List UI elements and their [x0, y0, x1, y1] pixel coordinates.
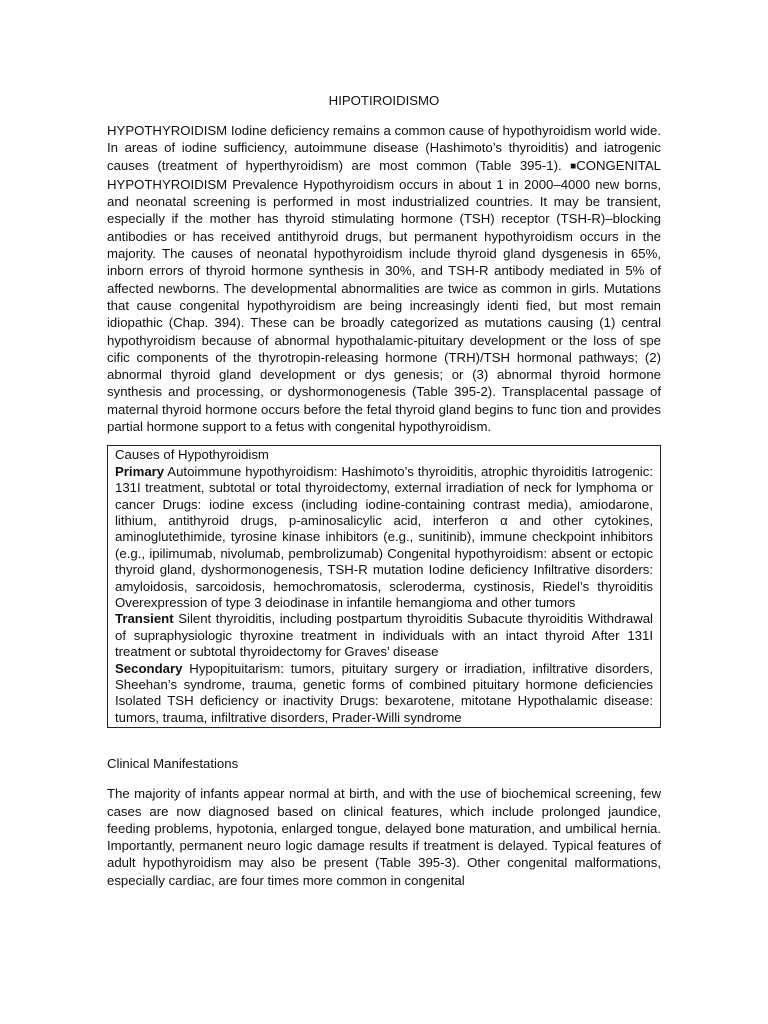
primary-text: Autoimmune hypothyroidism: Hashimoto’s thyroiditis, atrophic thyroiditis Iatrogenic: 131I treatment, subtotal or total thyroidectomy, external irradiation of neck for lymphoma or cancer Drugs: iodine excess (including iodine-containing contrast media), amiodarone, lithium, antithyroid drugs, p-aminosalicylic acid, interferon α and other cytokines, aminoglutethimide, tyrosine kinase inhibitors (e.g., sunitinib), immune checkpoint inhibitors (e.g., ipilimumab, nivolumab, pembrolizumab) Congenital hypothyroidism: absent or ectopic thyroid gland, dyshormonogenesis, TSH-R mutation Iodine deficiency Infiltrative disorders: amyloidosis, sarcoidosis, hemochromatosis, scleroderma, cystinosis, Riedel’s thyroiditis Overexpression of type 3 deiodinase in infantile hemangioma and other tumors — [115, 463, 653, 610]
primary-label: Primary — [115, 463, 165, 479]
transient-label: Transient — [115, 611, 174, 627]
intro-text-part1: HYPOTHYROIDISM Iodine deficiency remains a common cause of hypothyroidism world wide. In areas of iodine sufficiency, autoimmune disease (Hashimoto’s thyroiditis) and iatrogenic causes (treatment of hyperthyroidism) are most common (Table 395-1). — [107, 123, 661, 173]
clinical-manifestations-paragraph: The majority of infants appear normal at birth, and with the use of biochemical screening, few cases are now diagnosed based on clinical features, which include prolonged jaundice, feeding problems, hypotonia, enlarged tongue, delayed bone maturation, and umbilical hernia. Importantly, permanent neuro logic damage results if treatment is delayed. Typical features of adult hypothyroidism may also be present (Table 395-3). Other congenital malformations, especially cardiac, are four times more common in congenital — [107, 786, 661, 888]
causes-secondary-row — [115, 661, 653, 727]
causes-of-hypothyroidism-table — [107, 445, 661, 728]
secondary-text: Hypopituitarism: tumors, pituitary surgery or irradiation, infiltrative disorders, Sheehan’s syndrome, trauma, genetic forms of combined pituitary hormone deficiencies Isolated TSH deficiency or inactivity Drugs: bexarotene, mitotane Hypothalamic disease: tumors, trauma, infiltrative disorders, Prader-Willi syndrome — [115, 660, 653, 725]
intro-paragraph — [107, 122, 661, 435]
document-page — [107, 92, 661, 889]
secondary-label: Secondary — [115, 660, 183, 676]
square-bullet-icon: ■ — [570, 160, 577, 172]
clinical-manifestations-heading: Clinical Manifestations — [107, 756, 239, 772]
causes-transient-row — [115, 611, 653, 660]
intro-text-part2: CONGENITAL HYPOTHYROIDISM Prevalence Hypothyroidism occurs in about 1 in 2000–4000 new borns, and neonatal screening is performed in most industrialized countries. It may be transient, especially if the mother has thyroid stimulating hormone (TSH) receptor (TSH-R)–blocking antibodies or has received antithyroid drugs, but permanent hypothyroidism occurs in the majority. The causes of neonatal hypothyroidism include thyroid gland dysgenesis in 65%, inborn errors of thyroid hormone synthesis in 30%, and TSH-R antibody mediated in 5% of affected newborns. The developmental abnormalities are twice as common in girls. Mutations that cause congenital hypothyroidism are being increasingly identi fied, but most remain idiopathic (Chap. 394). These can be broadly categorized as mutations causing (1) central hypothyroidism because of abnormal hypothalamic-pituitary development or the loss of spe cific components of the thyrotropin-releasing hormone (TRH)/TSH hormonal pathways; (2) abnormal thyroid gland development or dys genesis; or (3) abnormal thyroid hormone synthesis and processing, or dyshormonogenesis (Table 395-2). Transplacental passage of maternal thyroid hormone occurs before the fetal thyroid gland begins to func tion and provides partial hormone support to a fetus with congenital hypothyroidism. — [107, 157, 661, 435]
page-title: HIPOTIROIDISMO — [328, 93, 440, 108]
causes-primary-row — [115, 464, 653, 612]
causes-table-heading: Causes of Hypothyroidism — [115, 447, 269, 463]
transient-text: Silent thyroiditis, including postpartum thyroiditis Subacute thyroiditis Withdrawal of supraphysiologic thyroxine treatment in individuals with an intact thyroid After 131I treatment or subtotal thyroidectomy for Graves’ disease — [115, 611, 653, 660]
